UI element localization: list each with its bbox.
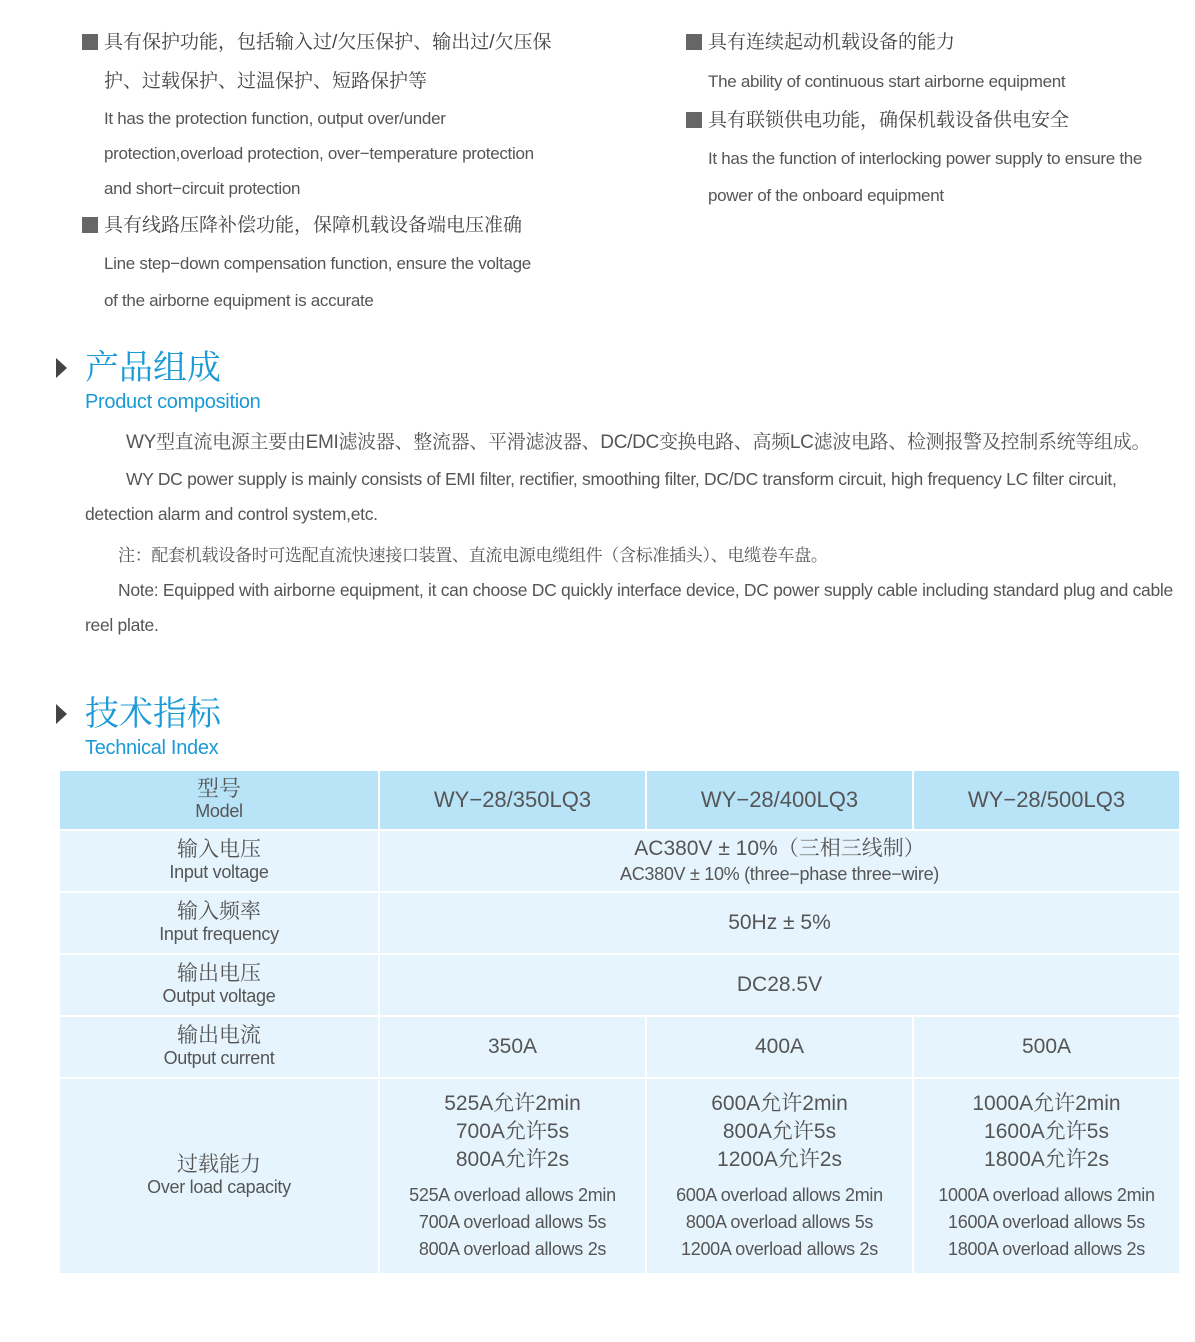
- value-en: 525A overload allows 2min: [409, 1184, 616, 1205]
- value-cn: 800A允许2s: [455, 1147, 570, 1171]
- feature-en: and short−circuit protection: [104, 179, 301, 198]
- value-en: 1800A overload allows 2s: [948, 1238, 1145, 1259]
- feature-en: of the airborne equipment is accurate: [104, 291, 374, 310]
- model-header: WY−28/350LQ3: [379, 770, 646, 830]
- composition-note-cn-text: 注：配套机载设备时可选配直流快速接口装置、直流电源电缆组件（含标准插头）、电缆卷车盘。: [118, 546, 828, 565]
- feature-left: [82, 23, 602, 319]
- value-cn: 1600A允许5s: [984, 1119, 1109, 1143]
- label-en: Input voltage: [169, 862, 269, 882]
- value-cn: 1000A允许2min: [972, 1091, 1121, 1115]
- value-cn: 1200A允许2s: [717, 1147, 842, 1171]
- feature-en: Line step−down compensation function, ensure the voltage: [104, 254, 531, 273]
- row-value: 400A: [646, 1016, 913, 1078]
- table-row: [59, 1016, 1180, 1078]
- composition-cn-text: 组成。: [1094, 432, 1151, 453]
- composition-note-en-text: and cable reel plate.: [85, 580, 1173, 635]
- section-title-en: Technical Index: [85, 737, 219, 759]
- section-title-cn: 产品组成: [85, 349, 221, 387]
- label-cn: 输出电压: [177, 962, 261, 985]
- section-composition-heading: [85, 347, 1195, 415]
- label-en: Over load capacity: [147, 1177, 291, 1197]
- label-cn: 输入电压: [177, 838, 261, 861]
- label-cn: 输出电流: [177, 1024, 261, 1047]
- row-label: [59, 830, 379, 892]
- value-cn: 1800A允许2s: [984, 1147, 1109, 1171]
- feature-cn: 具有连续起动机载设备的能力: [708, 32, 956, 53]
- value-en: 1600A overload allows 5s: [948, 1211, 1145, 1232]
- feature-cn: 具有保护功能，包括输入过/欠压保护、输出过/欠压保: [104, 32, 552, 53]
- row-label: [59, 1016, 379, 1078]
- row-value: [379, 830, 1180, 892]
- row-value: DC28.5V: [379, 954, 1180, 1016]
- value-en: AC380V ± 10% (three−phase three−wire): [620, 864, 939, 884]
- label-en: Model: [195, 801, 243, 821]
- section-title-en: Product composition: [85, 391, 261, 413]
- composition-note-cn: [85, 538, 1189, 573]
- section-title-cn: 技术指标: [85, 695, 221, 733]
- bullet-square-icon: [686, 34, 702, 50]
- bullet-square-icon: [686, 112, 702, 128]
- value-cn: 700A允许5s: [455, 1119, 570, 1143]
- row-label: [59, 954, 379, 1016]
- table-row: [59, 1078, 1180, 1274]
- value-cn: 525A允许2min: [444, 1091, 581, 1115]
- model-header: WY−28/500LQ3: [913, 770, 1180, 830]
- label-cn: 输入频率: [177, 900, 261, 923]
- feature-en: The ability of continuous start airborne equipment: [708, 72, 1066, 91]
- feature-en: protection,overload protection, over−temperature protection: [104, 144, 534, 163]
- composition-en-text: WY DC power supply is mainly consists of EMI filter, rectifier, smoothing filter, DC/DC transform circuit, high frequency LC filter circuit,: [126, 469, 1117, 489]
- row-value: 500A: [913, 1016, 1180, 1078]
- composition-note-en-text: Note: Equipped with airborne equipment, it can choose DC quickly interface device, DC power supply cable including standard plug: [118, 580, 1096, 600]
- value-en: 1200A overload allows 2s: [681, 1238, 878, 1259]
- feature-cn-cont: 护、过载保护、过温保护、短路保护等: [104, 71, 428, 92]
- composition-note-en: [85, 573, 1189, 643]
- overload-value: [646, 1078, 913, 1274]
- overload-value: [379, 1078, 646, 1274]
- header-label: [59, 770, 379, 830]
- feature-en: It has the function of interlocking power supply to ensure the: [708, 149, 1143, 168]
- section-tech-heading: [85, 693, 1195, 761]
- composition-en-text: detection alarm and control system,etc.: [85, 504, 378, 524]
- composition-cn-text: WY型直流电源主要由EMI滤波器、整流器、平滑滤波器、DC/DC变换电路、高频LC滤波电路、检测报警及控制系统等: [126, 432, 1095, 453]
- label-cn: 型号: [196, 776, 241, 801]
- value-cn: 800A允许5s: [722, 1119, 837, 1143]
- table-row: [59, 892, 1180, 954]
- value-en: 1000A overload allows 2min: [938, 1184, 1155, 1205]
- label-en: Output current: [163, 1048, 275, 1068]
- value-en: 700A overload allows 5s: [418, 1211, 607, 1232]
- composition-cn: [85, 423, 1189, 462]
- feature-right: [686, 23, 1195, 319]
- row-label: [59, 1078, 379, 1274]
- value-cn: 600A允许2min: [711, 1091, 848, 1115]
- label-cn: 过载能力: [177, 1153, 261, 1176]
- features: [0, 0, 1195, 319]
- value-en: 800A overload allows 5s: [685, 1211, 874, 1232]
- row-value: 50Hz ± 5%: [379, 892, 1180, 954]
- row-value: 350A: [379, 1016, 646, 1078]
- feature-cn: 具有线路压降补偿功能，保障机载设备端电压准确: [104, 215, 523, 236]
- row-label: [59, 892, 379, 954]
- section-arrow-icon: [56, 704, 67, 724]
- tech-table: [58, 769, 1181, 1275]
- table-row: [59, 830, 1180, 892]
- bullet-square-icon: [82, 34, 98, 50]
- feature-en: power of the onboard equipment: [708, 186, 944, 205]
- label-en: Input frequency: [159, 924, 279, 944]
- table-row: [59, 954, 1180, 1016]
- overload-value: [913, 1078, 1180, 1274]
- value-en: 600A overload allows 2min: [676, 1184, 883, 1205]
- feature-cn: 具有联锁供电功能，确保机载设备供电安全: [708, 110, 1070, 131]
- value-cn: AC380V ± 10%（三相三线制）: [634, 837, 925, 860]
- label-en: Output voltage: [162, 986, 276, 1006]
- value-en: 800A overload allows 2s: [418, 1238, 607, 1259]
- feature-en: It has the protection function, output over/under: [104, 109, 446, 128]
- section-arrow-icon: [56, 358, 67, 378]
- bullet-square-icon: [82, 217, 98, 233]
- table-header-row: [59, 770, 1180, 830]
- model-header: WY−28/400LQ3: [646, 770, 913, 830]
- composition-en: [85, 462, 1189, 532]
